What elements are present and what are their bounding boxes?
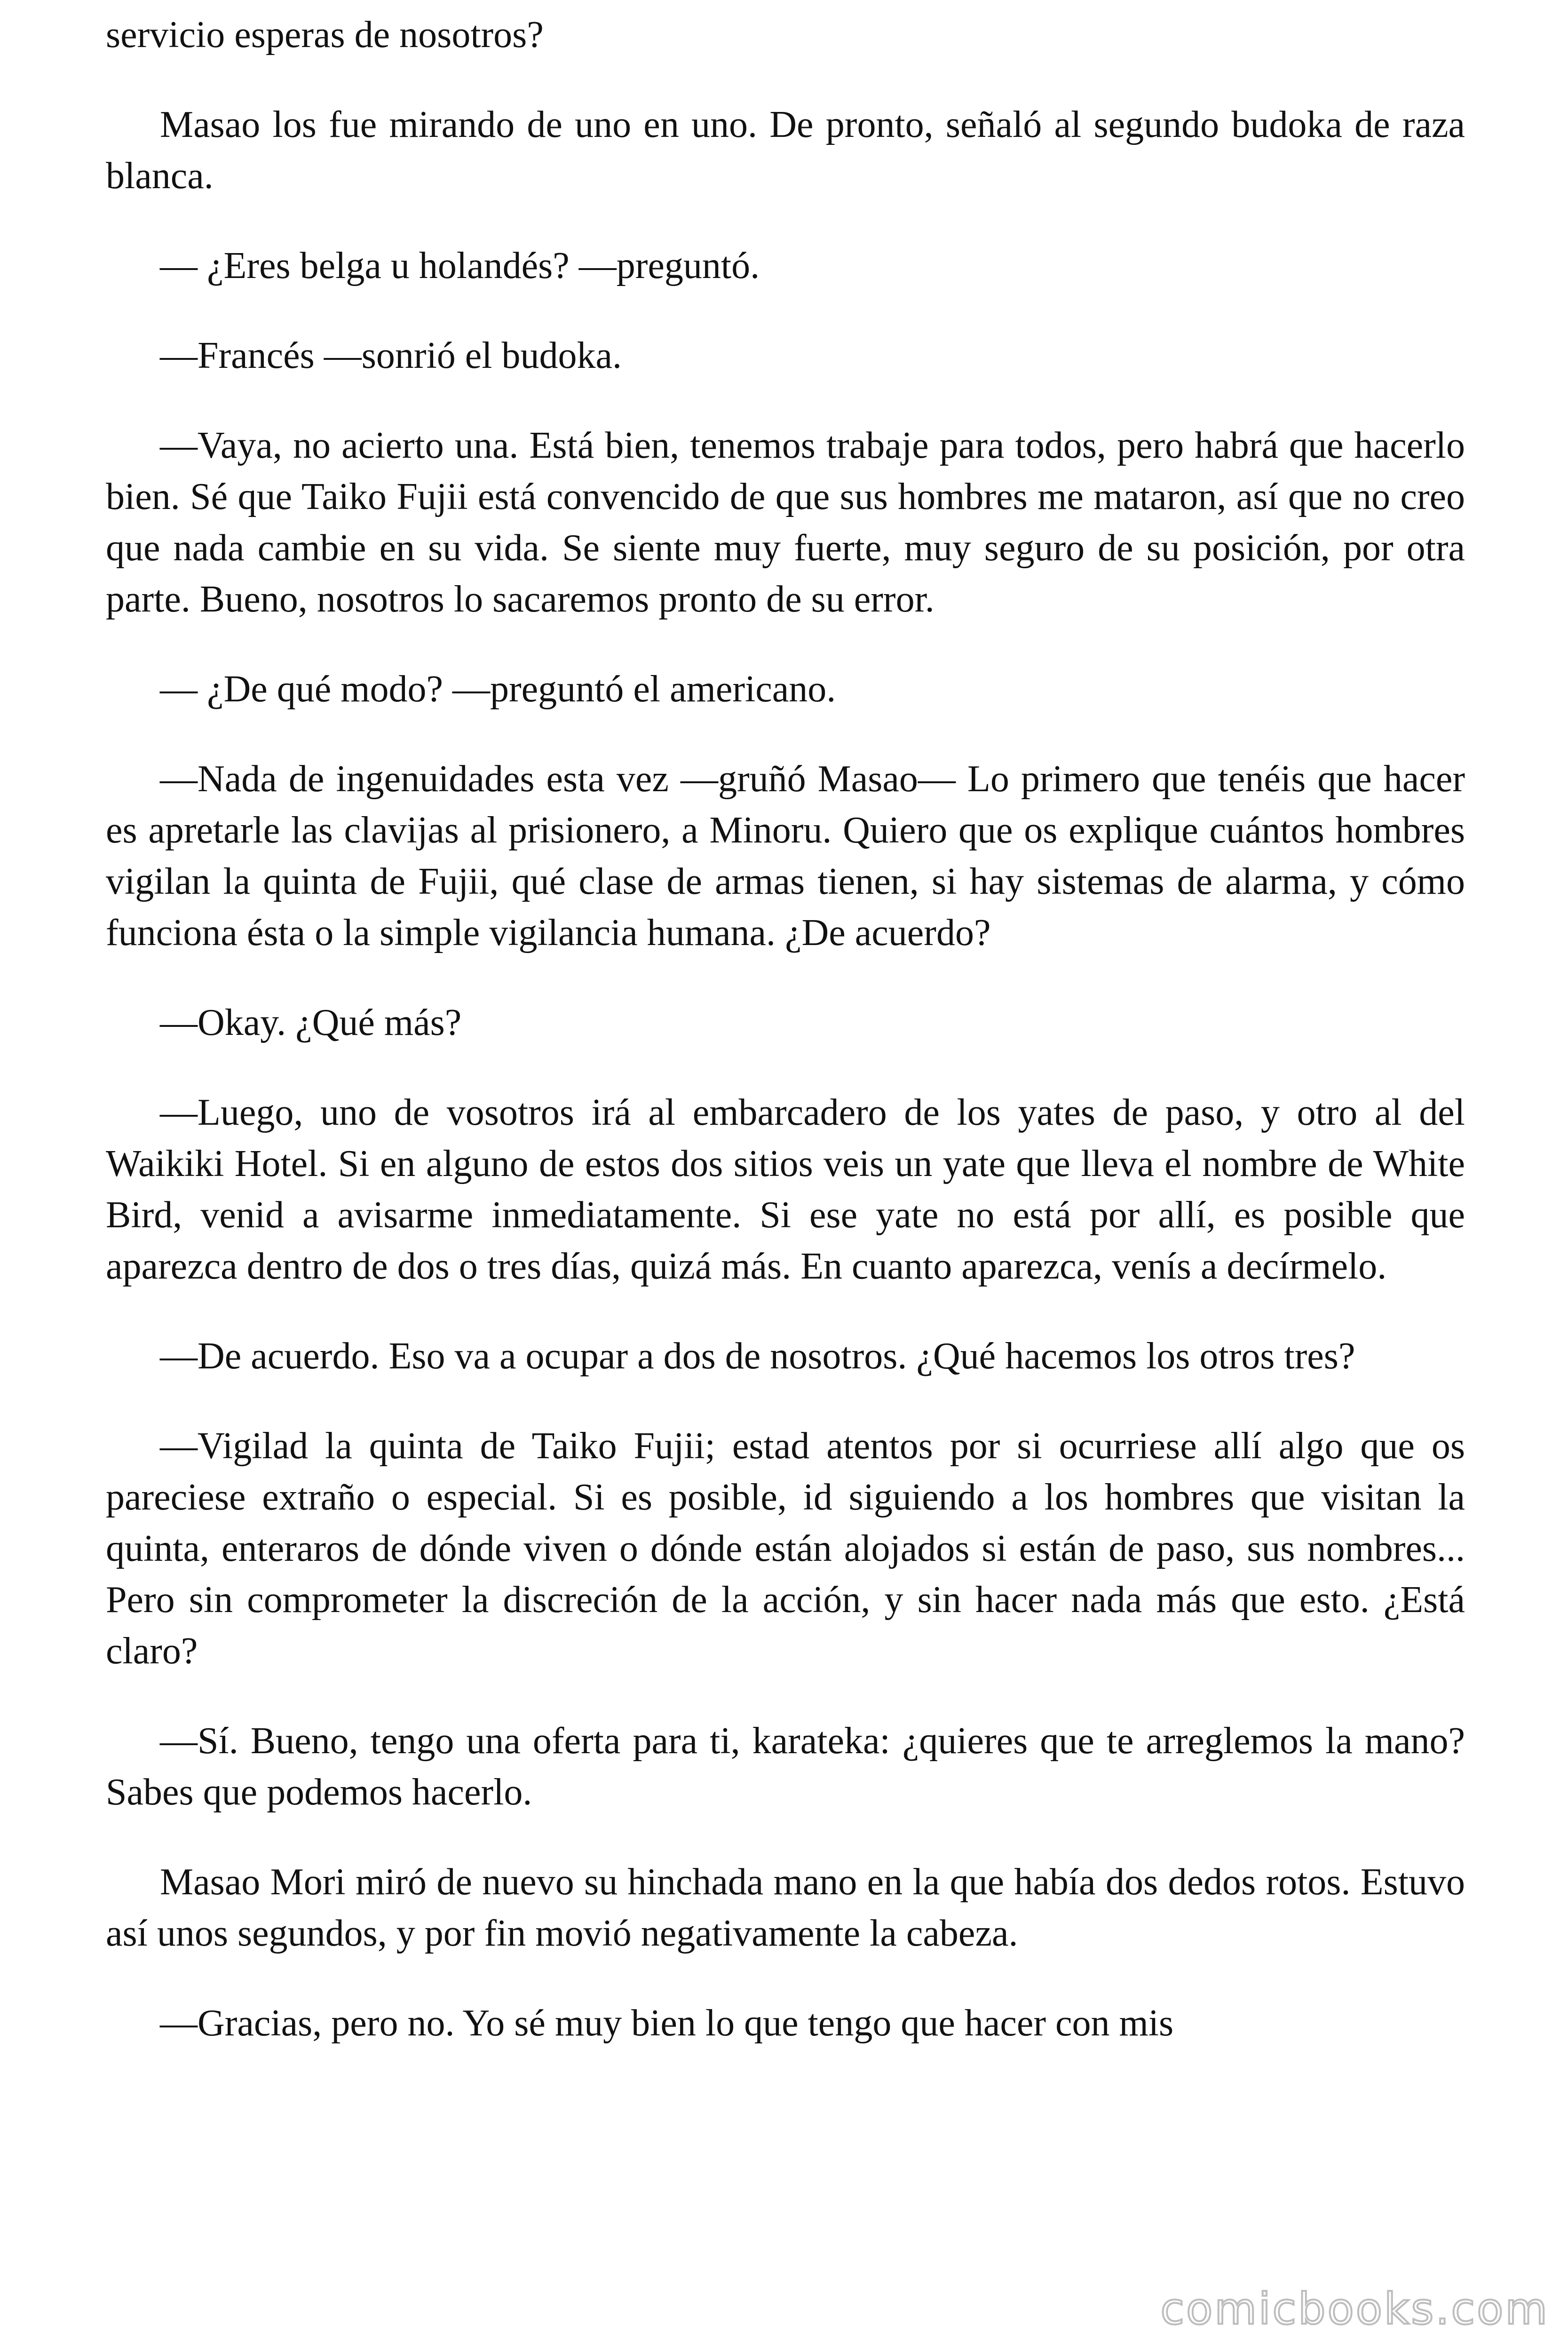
dialogue-line: —Nada de ingenuidades esta vez —gruñó Masao— Lo primero que tenéis que hacer es apretarle las clavijas al prisionero, a Minoru. Quiero que os explique cuántos hombres vigilan la quinta de Fujii, qué clase de armas tienen, si hay sistemas de alarma, y cómo funciona ésta o la simple vigilancia humana. ¿De acuerdo?: [106, 758, 1465, 954]
dialogue-line: —Luego, uno de vosotros irá al embarcadero de los yates de paso, y otro al del Waikiki Hotel. Si en alguno de estos dos sitios veis un yate que lleva el nombre de White Bird, venid a avisarme inmediatamente. Si ese yate no está por allí, es posible que aparezca dentro de dos o tres días, quizá más. En cuanto aparezca, venís a decírmelo.: [106, 1092, 1465, 1287]
dialogue-line: —Francés —sonrió el budoka.: [160, 335, 622, 376]
paragraph-continuation: servicio esperas de nosotros?: [106, 14, 544, 56]
dialogue-line: —Sí. Bueno, tengo una oferta para ti, karateka: ¿quieres que te arreglemos la mano? Sabes que podemos hacerlo.: [106, 1720, 1465, 1813]
paragraph: Masao los fue mirando de uno en uno. De pronto, señaló al segundo budoka de raza blanca.: [106, 104, 1465, 197]
document-page: [106, 9, 1465, 2088]
dialogue-line: —Gracias, pero no. Yo sé muy bien lo que tengo que hacer con mis: [160, 2002, 1174, 2044]
watermark-text: comicbooks.com: [1160, 2284, 1549, 2334]
paragraph: Masao Mori miró de nuevo su hinchada mano en la que había dos dedos rotos. Estuvo así unos segundos, y por fin movió negativamente la cabeza.: [106, 1861, 1465, 1954]
dialogue-line: — ¿Eres belga u holandés? —preguntó.: [160, 245, 760, 286]
dialogue-line: —Vaya, no acierto una. Está bien, tenemos trabaje para todos, pero habrá que hacerlo bien. Sé que Taiko Fujii está convencido de que sus hombres me mataron, así que no creo que nada cambie en su vida. Se siente muy fuerte, muy seguro de su posición, por otra parte. Bueno, nosotros lo sacaremos pronto de su error.: [106, 425, 1465, 620]
dialogue-line: —Vigilad la quinta de Taiko Fujii; estad atentos por si ocurriese allí algo que os pareciese extraño o especial. Si es posible, id siguiendo a los hombres que visitan la quinta, enteraros de dónde viven o dónde están alojados si están de paso, sus nombres... Pero sin comprometer la discreción de la acción, y sin hacer nada más que esto. ¿Está claro?: [106, 1425, 1465, 1672]
dialogue-line: —De acuerdo. Eso va a ocupar a dos de nosotros. ¿Qué hacemos los otros tres?: [160, 1335, 1355, 1377]
dialogue-line: — ¿De qué modo? —preguntó el americano.: [160, 668, 836, 710]
dialogue-line: —Okay. ¿Qué más?: [160, 1002, 462, 1043]
